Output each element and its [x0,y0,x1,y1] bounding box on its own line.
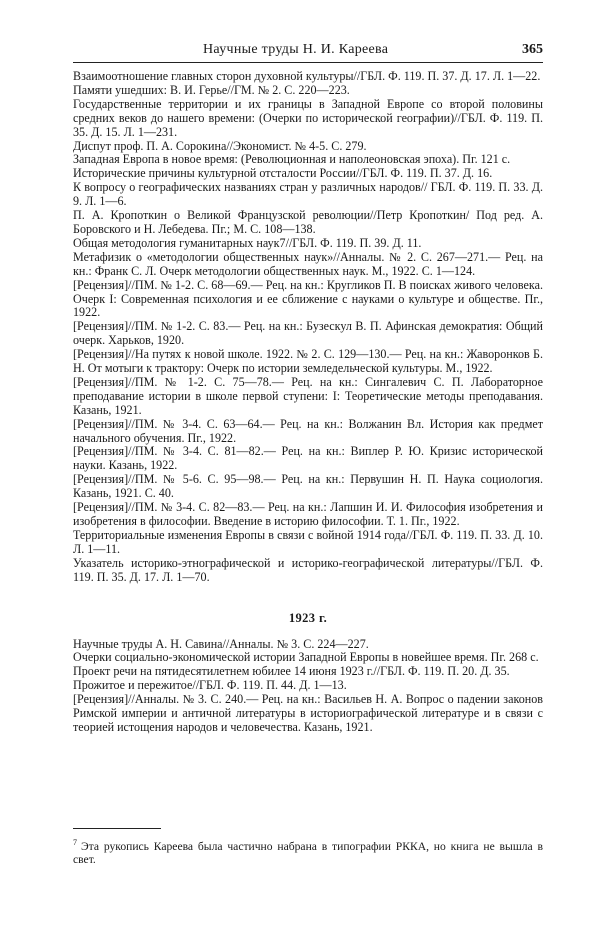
bibliography-entry: [Рецензия]//Анналы. № 3. С. 240.— Рец. на кн.: Васильев Н. А. Вопрос о падении законов Римской империи и античной литературы в историографической литературе и в связи с теорией истощения народов и человечества. Казань, 1921. [73,692,543,734]
bibliography-entry: Проект речи на пятидесятилетнем юбилее 14 июня 1923 г.//ГБЛ. Ф. 119. П. 20. Д. 35. [73,664,510,679]
bibliography-entry: Памяти ушедших: В. И. Герье//ГМ. № 2. С. 220—223. [73,82,350,97]
entries-1922 [73,70,543,585]
bibliography-entry: Государственные территории и их границы в Западной Европе со второй половины средних веков до нашего времени: (Очерки по исторической географии)//ГБЛ. Ф. 119. П. 35. Д. 15. Л. 1—231. [73,96,543,139]
bibliography-entry: [Рецензия]//ПМ. № 3-4. С. 81—82.— Рец. на кн.: Виплер Р. Ю. Кризис исторической науки. Казань, 1922. [73,444,543,473]
bibliography-entry: Научные труды А. Н. Савина//Анналы. № 3. С. 224—227. [73,636,369,651]
entries-1923 [73,638,543,735]
footnote-rule [73,828,161,829]
bibliography-entry: Указатель историко-этнографической и историко-географической литературы//ГБЛ. Ф. 119. П. 35. Д. 17. Л. 1—70. [73,555,543,584]
year-heading: 1923 г. [288,610,328,625]
bibliography-entry: П. А. Кропоткин о Великой Французской революции//Петр Кропоткин/ Под ред. А. Боровского и Н. Лебедева. Пг.; М. С. 108—138. [73,208,543,236]
footnote [73,836,543,867]
bibliography-entry: Метафизик о «методологии общественных наук»//Анналы. № 2. С. 267—271.— Рец. на кн.: Франк С. Л. Очерк методологии общественных наук. М., 1922. С. 1—124. [73,249,543,278]
bibliography-entry: [Рецензия]//ПМ. № 3-4. С. 82—83.— Рец. на кн.: Лапшин И. И. Философия изобретения и изобретения в философии. Введение в историю философии. Т. 1. Пг., 1922. [73,500,543,528]
bibliography-body [73,70,543,735]
header-title: Научные труды Н. И. Кареева [203,42,389,57]
bibliography-entry: [Рецензия]//ПМ. № 1-2. С. 68—69.— Рец. на кн.: Кругликов П. В поисках живого человека. Очерк I: Современная психология и ее сближение с науками о культуре и обществе. Пг., 1922. [73,277,543,320]
bibliography-entry: Очерки социально-экономической истории Западной Европы в новейшее время. Пг. 268 с. [73,650,539,665]
bibliography-entry: Территориальные изменения Европы в связи с войной 1914 года//ГБЛ. Ф. 119. П. 33. Д. 10. Л. 1—11. [73,527,543,556]
footnote-text: Эта рукопись Кареева была частично набрана в типографии РККА, но книга не вышла в свет. [73,839,543,867]
bibliography-entry: Исторические причины культурной отсталости России//ГБЛ. Ф. 119. П. 37. Д. 16. [73,166,493,181]
bibliography-entry: [Рецензия]//ПМ. № 5-6. С. 95—98.— Рец. на кн.: Первушин Н. П. Наука социология. Казань, 1921. С. 40. [73,472,543,501]
bibliography-entry: Общая методология гуманитарных наук7//ГБЛ. Ф. 119. П. 39. Д. 11. [73,235,422,250]
bibliography-entry: Западная Европа в новое время: (Революционная и наполеоновская эпоха). Пг. 121 с. [73,152,511,167]
bibliography-entry: Прожитое и пережитое//ГБЛ. Ф. 119. П. 44. Д. 1—13. [73,678,347,693]
bibliography-entry: К вопросу о географических названиях стран у различных народов// ГБЛ. Ф. 119. П. 33. Д. 9. Л. 1—6. [73,180,543,209]
bibliography-entry: [Рецензия]//ПМ. № 1-2. С. 75—78.— Рец. на кн.: Сингалевич С. П. Лабораторное преподавание истории в школе первой ступени: I: Теоретические методы преподавания. Казань, 1921. [73,374,543,417]
running-header [73,40,543,63]
bibliography-entry: [Рецензия]//На путях к новой школе. 1922. № 2. С. 129—130.— Рец. на кн.: Жаворонков Б. Н. От мотыги к трактору: Очерк по истории земледельческой культуры. М., 1922. [73,347,543,376]
bibliography-entry: [Рецензия]//ПМ. № 1-2. С. 83.— Рец. на кн.: Бузескул В. П. Афинская демократия: Общий очерк. Харьков, 1920. [73,319,543,348]
bibliography-entry: Взаимоотношение главных сторон духовной культуры//ГБЛ. Ф. 119. П. 37. Д. 17. Л. 1—22. [73,69,541,83]
bibliography-entry: Диспут проф. П. А. Сорокина//Экономист. № 4-5. С. 279. [73,138,367,153]
footnote-mark: 7 [73,838,77,847]
bibliography-entry: [Рецензия]//ПМ. № 3-4. С. 63—64.— Рец. на кн.: Волжанин Вл. История как предмет начального обучения. Пг., 1922. [73,416,543,445]
page-number: 365 [522,42,543,57]
